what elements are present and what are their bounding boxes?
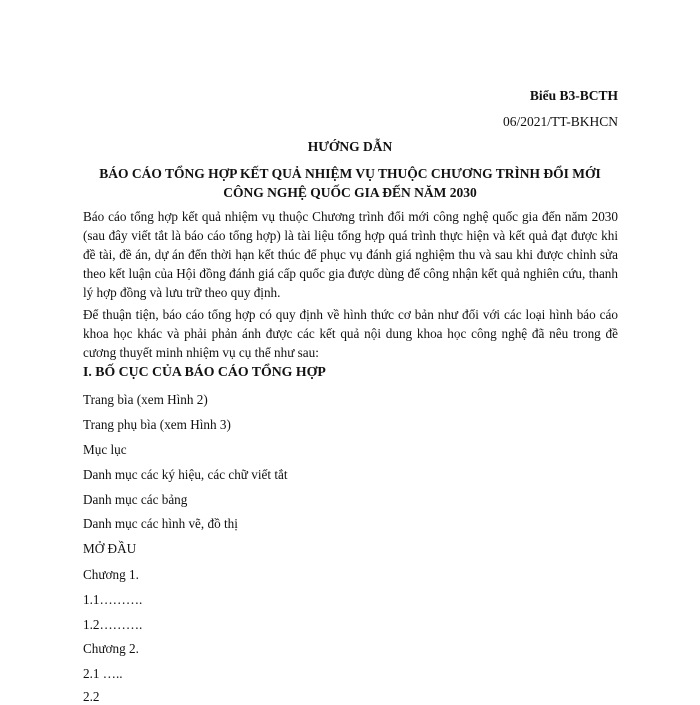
outline-item: Danh mục các bảng bbox=[83, 492, 188, 507]
outline-item: Trang phụ bìa (xem Hình 3) bbox=[83, 417, 231, 432]
form-code: Biểu B3-BCTH bbox=[529, 88, 618, 103]
outline-item: Chương 1. bbox=[83, 567, 139, 582]
intro-paragraph: Báo cáo tổng hợp kết quả nhiệm vụ thuộc Chương trình đổi mới công nghệ quốc gia đến năm 2030 (sau đây viết tắt là báo cáo tổng hợp) là tài liệu tổng hợp quá trình thực hiện và kết quả đạt được khi đề tài, đề án, dự án đến thời hạn kết thúc để phục vụ đánh giá nghiệm thu và sau khi được chỉnh sửa theo kết luận của Hội đồng đánh giá cấp quốc gia được dùng để công nhận kết quả nghiên cứu, thanh lý hợp đồng và lưu trữ theo quy định. bbox=[83, 209, 618, 300]
outline-item: Chương 2. bbox=[83, 641, 139, 656]
outline-item: MỞ ĐẦU bbox=[83, 541, 137, 556]
document-subtitle: BÁO CÁO TỔNG HỢP KẾT QUẢ NHIỆM VỤ THUỘC CHƯƠNG TRÌNH ĐỔI MỚI CÔNG NGHỆ QUỐC GIA ĐẾN NĂM 2030 bbox=[99, 166, 601, 200]
outline-item: Mục lục bbox=[83, 442, 127, 457]
outline-item: Trang bìa (xem Hình 2) bbox=[83, 392, 208, 407]
outline-item: 2.1 ….. bbox=[83, 666, 123, 681]
section-heading: I. BỐ CỤC CỦA BÁO CÁO TỔNG HỢP bbox=[83, 364, 326, 379]
outline-item: 2.2 bbox=[83, 689, 100, 704]
format-paragraph: Để thuận tiện, báo cáo tổng hợp có quy định về hình thức cơ bản như đối với các loại hình báo cáo khoa học khác và phải phản ánh được các kết quả nội dung khoa học công nghệ đã nêu trong đề cương thuyết minh nhiệm vụ cụ thể như sau: bbox=[83, 307, 618, 360]
outline-item: Danh mục các ký hiệu, các chữ viết tắt bbox=[83, 467, 288, 482]
outline-item: Danh mục các hình vẽ, đồ thị bbox=[83, 516, 238, 531]
outline-item: 1.1………. bbox=[83, 592, 143, 607]
document-title: HƯỚNG DẪN bbox=[307, 139, 393, 154]
outline-item: 1.2………. bbox=[83, 617, 143, 632]
circular-number: 06/2021/TT-BKHCN bbox=[502, 114, 618, 129]
